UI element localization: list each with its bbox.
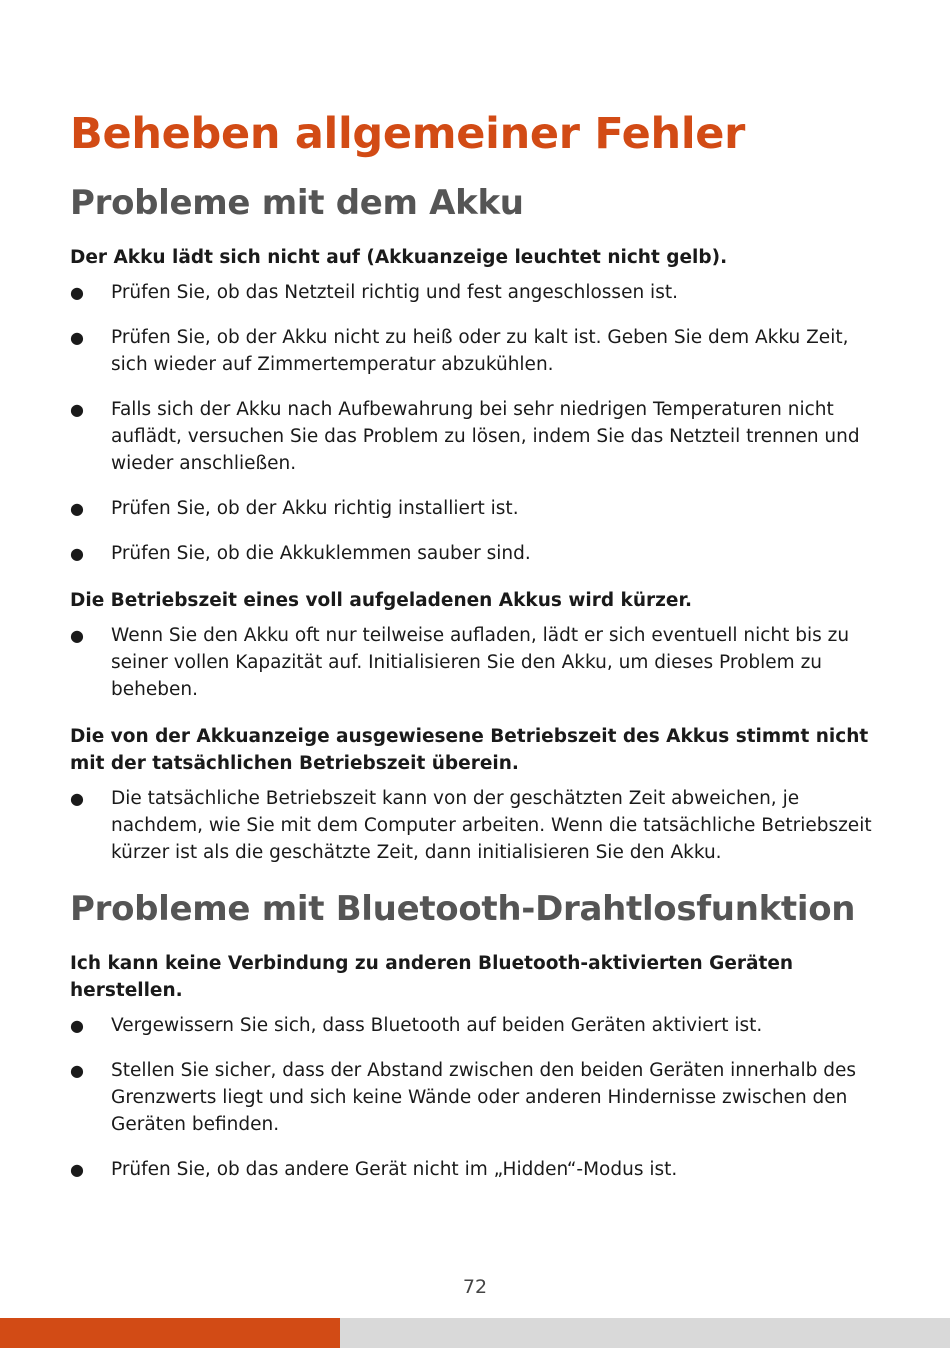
bullet-icon: ● (70, 789, 84, 808)
list-item-text: Prüfen Sie, ob der Akku richtig installiert ist. (111, 498, 519, 519)
list-item (70, 279, 885, 306)
bullet-icon: ● (70, 328, 84, 347)
footer-accent-bar (0, 1318, 340, 1348)
list-item (70, 1156, 885, 1183)
subheading-runtime-mismatch: Die von der Akkuanzeige ausgewiesene Betriebszeit des Akkus stimmt nicht mit der tatsächlichen Betriebszeit überein. (70, 726, 869, 774)
page-title: Beheben allgemeiner Fehler (70, 109, 746, 159)
list-item-text: Prüfen Sie, ob die Akkuklemmen sauber sind. (111, 543, 531, 564)
bullet-list-bluetooth (70, 1012, 885, 1183)
bullet-icon: ● (70, 499, 84, 518)
list-item-text: Prüfen Sie, ob das Netzteil richtig und fest angeschlossen ist. (111, 282, 678, 303)
list-item (70, 1012, 885, 1039)
list-item (70, 495, 885, 522)
bullet-icon: ● (70, 1061, 84, 1080)
list-item-text: Die tatsächliche Betriebszeit kann von der geschätzten Zeit abweichen, je nachdem, wie Sie mit dem Computer arbeiten. Wenn die tatsächliche Betriebszeit kürzer ist als die geschätzte Zeit, dann initialisieren Sie den Akku. (111, 788, 872, 863)
page-content (70, 108, 885, 1183)
list-item-text: Prüfen Sie, ob das andere Gerät nicht im „Hidden“-Modus ist. (111, 1159, 678, 1180)
list-item-text: Prüfen Sie, ob der Akku nicht zu heiß oder zu kalt ist. Geben Sie dem Akku Zeit, sich wieder auf Zimmertemperatur abzukühlen. (111, 327, 849, 375)
bullet-list-battery-not-charging (70, 279, 885, 567)
list-item-text: Vergewissern Sie sich, dass Bluetooth auf beiden Geräten aktiviert ist. (111, 1015, 763, 1036)
bullet-icon: ● (70, 1160, 84, 1179)
list-item (70, 324, 885, 378)
list-item (70, 396, 885, 477)
section-heading-battery: Probleme mit dem Akku (70, 183, 524, 223)
list-item-text: Wenn Sie den Akku oft nur teilweise aufladen, lädt er sich eventuell nicht bis zu seiner vollen Kapazität auf. Initialisieren Sie den Akku, um dieses Problem zu beheben. (111, 625, 850, 700)
section-heading-bluetooth: Probleme mit Bluetooth-Drahtlosfunktion (70, 889, 856, 929)
subheading-bluetooth-connection: Ich kann keine Verbindung zu anderen Bluetooth-aktivierten Geräten herstellen. (70, 953, 794, 1001)
list-item-text: Falls sich der Akku nach Aufbewahrung bei sehr niedrigen Temperaturen nicht auflädt, versuchen Sie das Problem zu lösen, indem Sie das Netzteil trennen und wieder anschließen. (111, 399, 860, 474)
page-number: 72 (462, 1276, 488, 1298)
list-item (70, 1057, 885, 1138)
subheading-battery-not-charging: Der Akku lädt sich nicht auf (Akkuanzeige leuchtet nicht gelb). (70, 247, 728, 268)
bullet-icon: ● (70, 626, 84, 645)
bullet-icon: ● (70, 400, 84, 419)
bullet-list-runtime-mismatch (70, 785, 885, 866)
subheading-runtime-shorter: Die Betriebszeit eines voll aufgeladenen Akkus wird kürzer. (70, 590, 692, 611)
bullet-icon: ● (70, 1016, 84, 1035)
bullet-list-runtime-shorter (70, 622, 885, 703)
list-item (70, 540, 885, 567)
bullet-icon: ● (70, 544, 84, 563)
footer-gray-bar (340, 1318, 950, 1348)
bullet-icon: ● (70, 283, 84, 302)
list-item (70, 622, 885, 703)
list-item-text: Stellen Sie sicher, dass der Abstand zwischen den beiden Geräten innerhalb des Grenzwerts liegt und sich keine Wände oder anderen Hindernisse zwischen den Geräten befinden. (111, 1060, 857, 1135)
list-item (70, 785, 885, 866)
